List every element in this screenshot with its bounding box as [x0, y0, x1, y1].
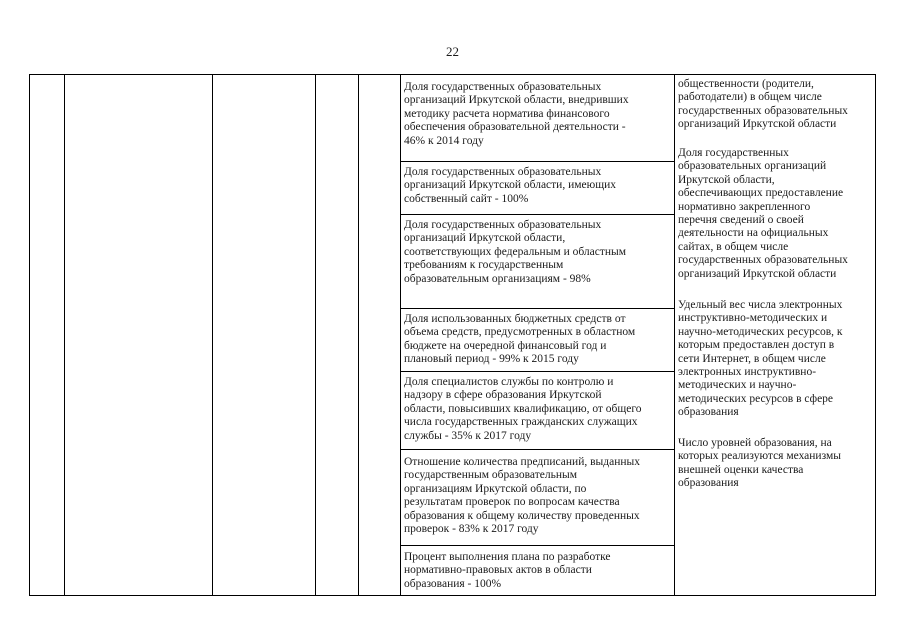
indicator-text: Доля государственных образовательных организаций Иркутской области, внедривших методику расчета норматива финансового обеспечения образовательной деятельности - 46% к 2014 году	[404, 81, 629, 147]
result-text: Удельный вес числа электронных инструктивно-методических и научно-методических ресурсов, к которым предоставлен доступ в сети Интернет, в общем числе электронных инструктивно- методических и научно- методических ресурсов в сфере образования	[678, 299, 843, 419]
page-number: 22	[446, 44, 459, 59]
indicator-text: Процент выполнения плана по разработке нормативно-правовых актов в области образования - 100%	[404, 551, 611, 590]
indicator-text: Доля государственных образовательных организаций Иркутской области, соответствующих федеральным и областным требованиям к государственным образовательным организациям - 98%	[404, 219, 627, 285]
column-divider	[400, 75, 401, 595]
result-text: Число уровней образования, на которых реализуются механизмы внешней оценки качества образования	[678, 437, 841, 490]
indicator-text: Отношение количества предписаний, выданных государственным образовательным организациям Иркутской области, по результатам проверок по вопросам качества образования к общему количеству проведенных проверок - 83% к 2017 году	[404, 456, 641, 536]
row-divider	[400, 214, 674, 215]
result-text: Доля государственных образовательных организаций Иркутской области, обеспечивающих предоставление нормативно закрепленного перечня сведений о своей деятельности на официальных сайтах, в общем числе государственных образовательных организаций Иркутской области	[678, 147, 848, 280]
result-text: общественности (родители, работодатели) в общем числе государственных образовательных организаций Иркутской области	[678, 78, 848, 131]
row-divider	[400, 161, 674, 162]
column-divider	[315, 75, 316, 595]
column-divider	[64, 75, 65, 595]
column-divider	[674, 75, 675, 595]
indicator-text: Доля государственных образовательных организаций Иркутской области, имеющих собственный сайт - 100%	[404, 166, 616, 205]
column-divider	[212, 75, 213, 595]
indicator-text: Доля использованных бюджетных средств от объема средств, предусмотренных в областном бюджете на очередной финансовый год и плановый период - 99% к 2015 году	[404, 313, 636, 366]
row-divider	[400, 308, 674, 309]
column-divider	[358, 75, 359, 595]
program-table	[29, 74, 876, 596]
row-divider	[400, 371, 674, 372]
row-divider	[400, 449, 674, 450]
row-divider	[400, 545, 674, 546]
indicator-text: Доля специалистов службы по контролю и надзору в сфере образования Иркутской области, повысивших квалификацию, от общего числа государственных гражданских служащих службы - 35% к 2017 году	[404, 376, 642, 442]
